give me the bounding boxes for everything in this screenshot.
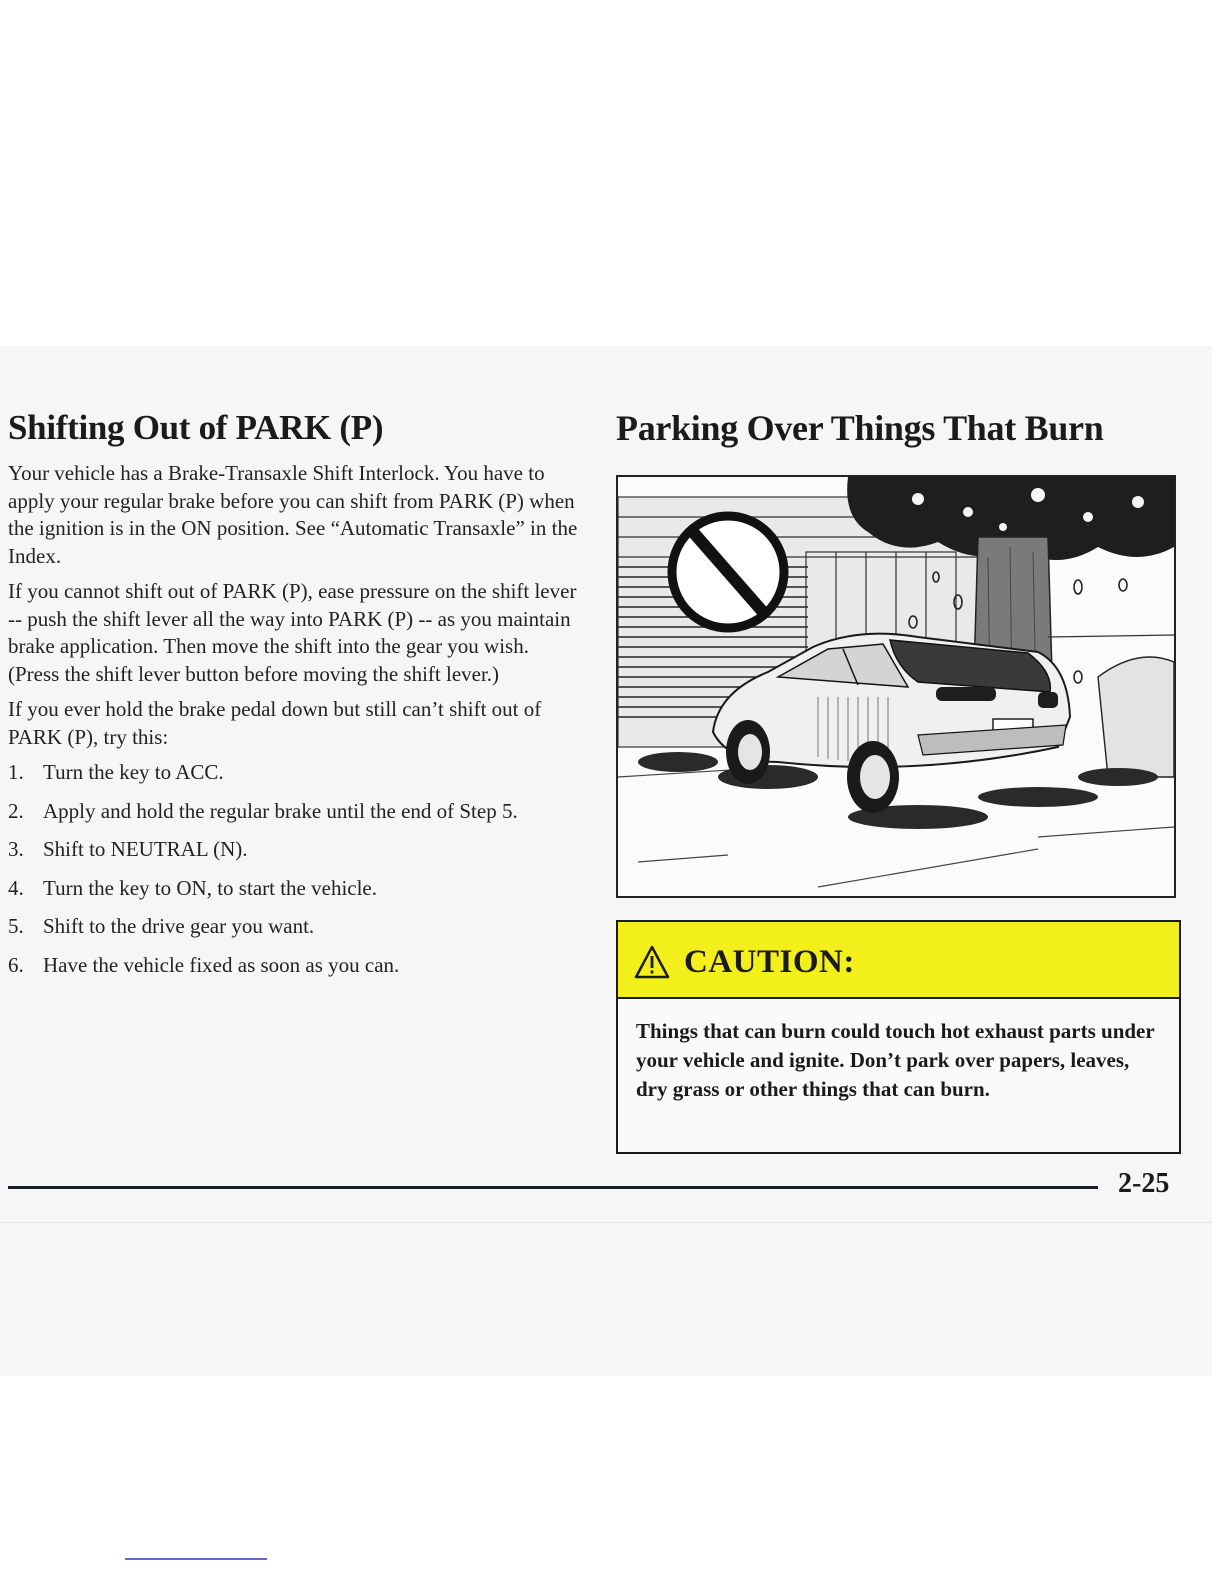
bottom-marker bbox=[125, 1558, 267, 1560]
caution-header bbox=[618, 922, 1179, 999]
car-parked-over-leaves-illustration bbox=[616, 475, 1176, 898]
right-column bbox=[616, 400, 1182, 456]
caution-label: CAUTION: bbox=[684, 944, 855, 980]
divider bbox=[0, 1222, 1212, 1223]
footer-rule bbox=[8, 1186, 1098, 1189]
step-item: 4. Turn the key to ON, to start the vehicle. bbox=[8, 875, 378, 900]
paragraph-try-this: If you ever hold the brake pedal down but still can’t shift out of PARK (P), try this: bbox=[8, 697, 542, 749]
step-item: 6. Have the vehicle fixed as soon as you can. bbox=[8, 952, 400, 977]
step-item: 1. Turn the key to ACC. bbox=[8, 760, 224, 784]
no-parking-prohibition-icon bbox=[672, 516, 784, 628]
warning-triangle-icon bbox=[634, 945, 670, 979]
paragraph-ease-pressure: If you cannot shift out of PARK (P), ease pressure on the shift lever -- push the shift lever all the way into PARK (P) -- as you maintain brake application. Then move the shift into the gear you wish. (Press the shift lever button before moving the shift lever.) bbox=[8, 579, 577, 686]
left-column bbox=[8, 400, 578, 990]
step-item: 3. Shift to NEUTRAL (N). bbox=[8, 837, 248, 861]
step-item: 2. Apply and hold the regular brake until the end of Step 5. bbox=[8, 798, 518, 823]
steps-list bbox=[8, 759, 578, 979]
page-number: 2-25 bbox=[1118, 1168, 1170, 1199]
section-title-shifting-out-of-park: Shifting Out of PARK (P) bbox=[8, 408, 384, 447]
paragraph-interlock: Your vehicle has a Brake-Transaxle Shift Interlock. You have to apply your regular brake before you can shift from PARK (P) when the ignition is in the ON position. See “Automatic Transaxle” in the Index. bbox=[8, 461, 578, 568]
section-title-parking-over-things-that-burn: Parking Over Things That Burn bbox=[616, 408, 1104, 448]
step-item: 5. Shift to the drive gear you want. bbox=[8, 914, 315, 938]
caution-text: Things that can burn could touch hot exhaust parts under your vehicle and ignite. Don’t park over papers, leaves, dry grass or other things that can burn. bbox=[636, 1019, 1155, 1101]
caution-box bbox=[616, 920, 1181, 1154]
